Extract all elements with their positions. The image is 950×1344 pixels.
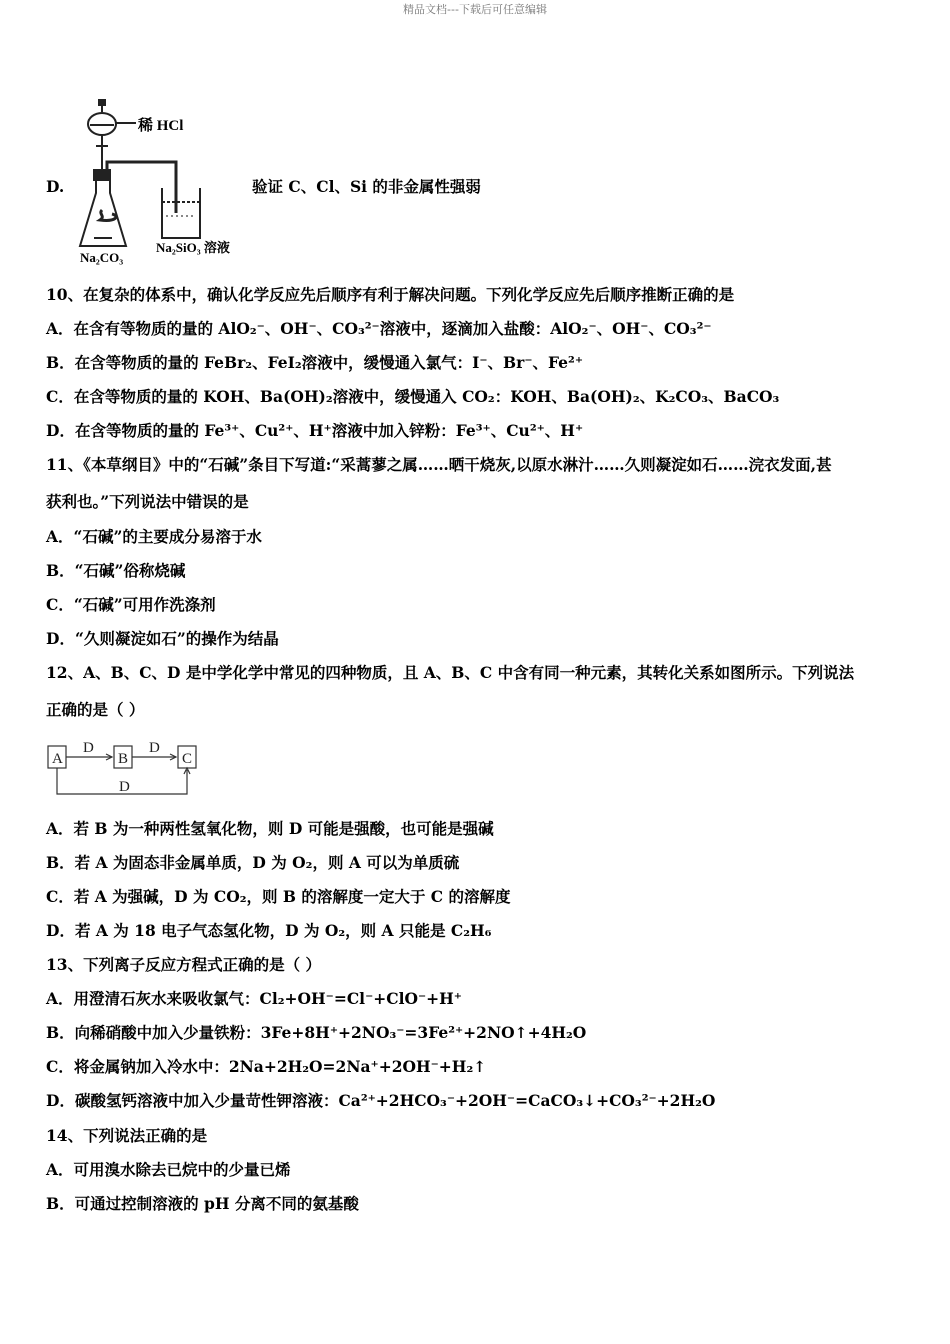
edge-bc-label: D bbox=[149, 740, 160, 756]
q13-option-b: B．向稀硝酸中加入少量铁粉：3Fe+8H⁺+2NO₃⁻=3Fe²⁺+2NO↑+4H₂O bbox=[46, 1023, 587, 1042]
q14-stem: 14、下列说法正确的是 bbox=[46, 1126, 208, 1145]
q12-stem-line2: 正确的是（ ） bbox=[46, 700, 145, 719]
node-a: A bbox=[52, 751, 63, 767]
node-b: B bbox=[118, 751, 129, 767]
q10-option-c: C．在含等物质的量的 KOH、Ba(OH)₂溶液中，缓慢通入 CO₂：KOH、Ba(OH)₂、K₂CO₃、BaCO₃ bbox=[46, 387, 780, 406]
q11-stem-line2: 获利也。”下列说法中错误的是 bbox=[46, 492, 249, 511]
apparatus-diagram bbox=[76, 98, 256, 268]
q12-option-b: B．若 A 为固态非金属单质，D 为 O₂，则 A 可以为单质硫 bbox=[46, 853, 460, 872]
q12-stem-line1: 12、A、B、C、D 是中学化学中常见的四种物质，且 A、B、C 中含有同一种元素，其转化关系如图所示。下列说法 bbox=[46, 663, 855, 682]
q11-stem-line1: 11、《本草纲目》中的“石碱”条目下写道:“采蒿蓼之属……晒干烧灰,以原水淋汁……久则凝淀如石……浣衣发面,甚 bbox=[46, 455, 832, 474]
fig-beaker-label: Na₂SiO₃ 溶液 bbox=[156, 240, 230, 255]
q11-option-c: C．“石碱”可用作洗涤剂 bbox=[46, 595, 216, 614]
edge-ac-label: D bbox=[119, 779, 130, 795]
fig-flask-label: Na₂CO₃ bbox=[80, 250, 124, 265]
q12-option-c: C．若 A 为强碱，D 为 CO₂，则 B 的溶解度一定大于 C 的溶解度 bbox=[46, 887, 511, 906]
q10-option-d: D．在含等物质的量的 Fe³⁺、Cu²⁺、H⁺溶液中加入锌粉：Fe³⁺、Cu²⁺、H⁺ bbox=[46, 421, 584, 440]
conversion-diagram bbox=[46, 740, 206, 800]
q12-option-a: A．若 B 为一种两性氢氧化物，则 D 可能是强酸，也可能是强碱 bbox=[46, 819, 494, 838]
q9-option-d-text: 验证 C、Cl、Si 的非金属性强弱 bbox=[252, 177, 481, 196]
q12-option-d: D．若 A 为 18 电子气态氢化物，D 为 O₂，则 A 只能是 C₂H₆ bbox=[46, 921, 492, 940]
q10-stem: 10、在复杂的体系中，确认化学反应先后顺序有利于解决问题。下列化学反应先后顺序推断正确的是 bbox=[46, 285, 735, 304]
fig-acid-label: 稀 HCl bbox=[138, 118, 184, 134]
edge-ab-label: D bbox=[83, 740, 94, 756]
page-header: 精品文档---下载后可任意编辑 bbox=[403, 3, 547, 16]
q14-option-a: A．可用溴水除去已烷中的少量已烯 bbox=[46, 1160, 291, 1179]
q10-option-b: B．在含等物质的量的 FeBr₂、FeI₂溶液中，缓慢通入氯气：I⁻、Br⁻、Fe²⁺ bbox=[46, 353, 583, 372]
q10-option-a: A．在含有等物质的量的 AlO₂⁻、OH⁻、CO₃²⁻溶液中，逐滴加入盐酸：AlO₂⁻、OH⁻、CO₃²⁻ bbox=[46, 319, 712, 338]
q13-option-a: A．用澄清石灰水来吸收氯气：Cl₂+OH⁻=Cl⁻+ClO⁻+H⁺ bbox=[46, 989, 462, 1008]
q13-stem: 13、下列离子反应方程式正确的是（ ） bbox=[46, 955, 321, 974]
q14-option-b: B．可通过控制溶液的 pH 分离不同的氨基酸 bbox=[46, 1194, 359, 1213]
node-c: C bbox=[182, 751, 193, 767]
q11-option-b: B．“石碱”俗称烧碱 bbox=[46, 561, 186, 580]
q13-option-d: D．碳酸氢钙溶液中加入少量苛性钾溶液：Ca²⁺+2HCO₃⁻+2OH⁻=CaCO₃↓+CO₃²⁻+2H₂O bbox=[46, 1091, 716, 1110]
q11-option-d: D．“久则凝淀如石”的操作为结晶 bbox=[46, 629, 279, 648]
q11-option-a: A．“石碱”的主要成分易溶于水 bbox=[46, 527, 262, 546]
q13-option-c: C．将金属钠加入冷水中：2Na+2H₂O=2Na⁺+2OH⁻+H₂↑ bbox=[46, 1057, 487, 1076]
q9-option-d-label: D. bbox=[46, 177, 65, 196]
